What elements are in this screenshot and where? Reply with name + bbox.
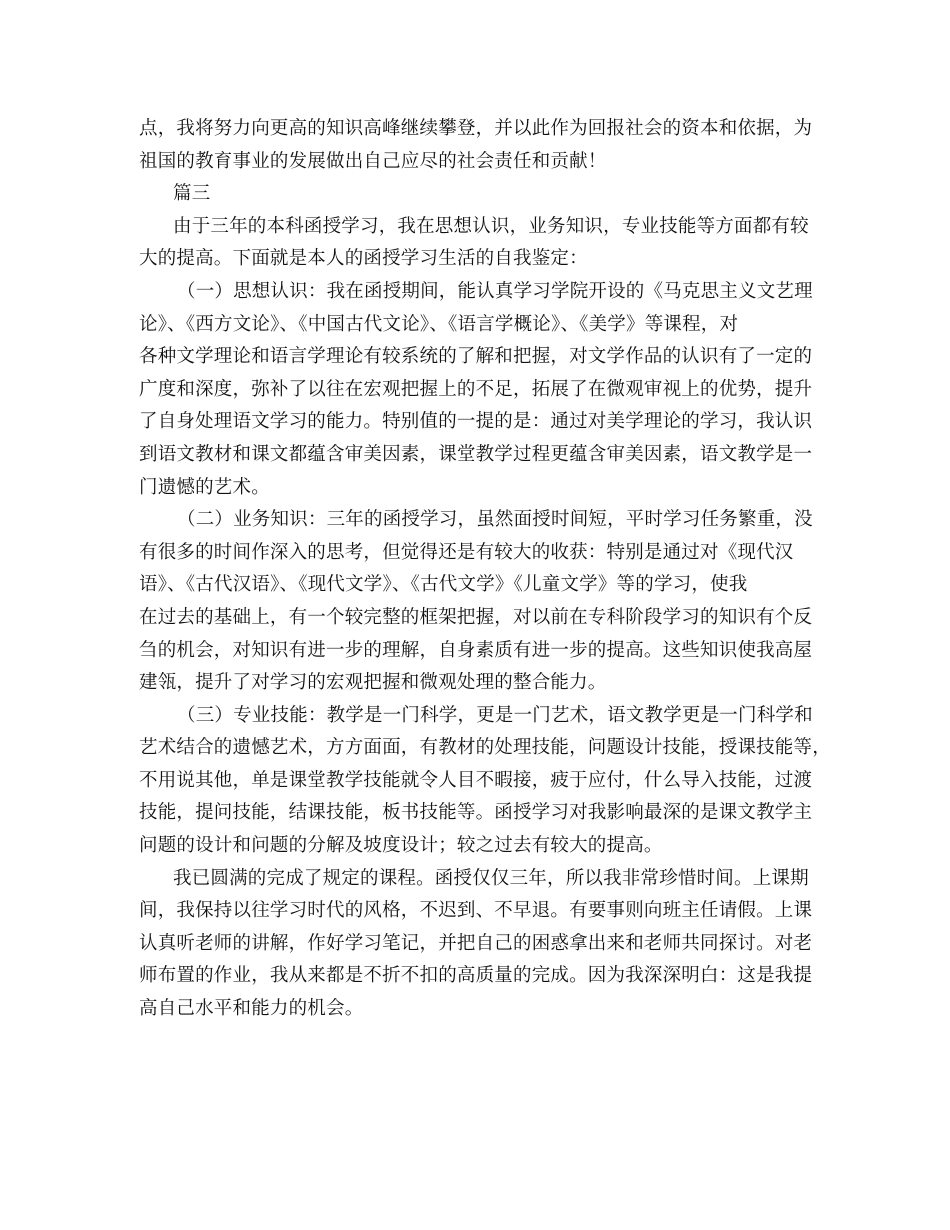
text-line: 了自身处理语文学习的能力。特别值的一提的是：通过对美学理论的学习，我认识 — [139, 411, 813, 433]
text-line: （二）业务知识：三年的函授学习，虽然面授时间短，平时学习任务繁重，没 — [177, 509, 813, 531]
text-line: 技能，提问技能，结课技能，板书技能等。函授学习对我影响最深的是课文教学主 — [139, 802, 813, 824]
text-line: 艺术结合的遗憾艺术，方方面面，有教材的处理技能，问题设计技能，授课技能等， — [139, 737, 831, 759]
text-line: （三）专业技能：教学是一门科学，更是一门艺术，语文教学更是一门科学和 — [177, 704, 813, 726]
text-line: 论》、《西方文论》、《中国古代文论》、《语言学概论》、《美学》等课程，对 — [139, 313, 739, 335]
text-line: 有很多的时间作深入的思考，但觉得还是有较大的收获：特别是通过对《现代汉 — [139, 541, 794, 563]
text-line: 问题的设计和问题的分解及坡度设计；较之过去有较大的提高。 — [139, 835, 663, 857]
text-line: 认真听老师的讲解，作好学习笔记，并把自己的困惑拿出来和老师共同探讨。对老 — [139, 932, 813, 954]
text-line: 祖国的教育事业的发展做出自己应尽的社会责任和贡献！ — [139, 150, 607, 172]
text-line: 不用说其他，单是课堂教学技能就令人目不暇接，疲于应付，什么导入技能，过渡 — [139, 769, 813, 791]
text-line: 门遗憾的艺术。 — [139, 476, 270, 498]
text-line: 刍的机会，对知识有进一步的理解，自身素质有进一步的提高。这些知识使我高屋 — [139, 639, 813, 661]
text-line: 广度和深度，弥补了以往在宏观把握上的不足，拓展了在微观审视上的优势，提升 — [139, 378, 813, 400]
text-line: 建瓴，提升了对学习的宏观把握和微观处理的整合能力。 — [139, 672, 607, 694]
document-body — [139, 113, 831, 1026]
text-line: 在过去的基础上，有一个较完整的框架把握，对以前在专科阶段学习的知识有个反 — [139, 606, 813, 628]
text-line: 由于三年的本科函授学习，我在思想认识，业务知识，专业技能等方面都有较 — [173, 215, 809, 237]
text-line: 我已圆满的完成了规定的课程。函授仅仅三年，所以我非常珍惜时间。上课期 — [173, 867, 809, 889]
text-line: 高自己水平和能力的机会。 — [139, 998, 364, 1020]
text-line: 到语文教材和课文都蕴含审美因素，课堂教学过程更蕴含审美因素，语文教学是一 — [139, 443, 813, 465]
text-line: 篇三 — [173, 183, 211, 205]
text-line: （一）思想认识：我在函授期间，能认真学习学院开设的《马克思主义文艺理 — [177, 280, 813, 302]
text-line: 语》、《古代汉语》、《现代文学》、《古代文学》《儿童文学》等的学习，使我 — [139, 574, 748, 596]
text-line: 大的提高。下面就是本人的函授学习生活的自我鉴定： — [139, 248, 588, 270]
text-line: 各种文学理论和语言学理论有较系统的了解和把握，对文学作品的认识有了一定的 — [139, 346, 813, 368]
text-line: 点，我将努力向更高的知识高峰继续攀登，并以此作为回报社会的资本和依据，为 — [139, 118, 813, 139]
text-line: 间，我保持以往学习时代的风格，不迟到、不早退。有要事则向班主任请假。上课 — [139, 900, 813, 922]
text-line: 师布置的作业，我从来都是不折不扣的高质量的完成。因为我深深明白：这是我提 — [139, 965, 813, 987]
